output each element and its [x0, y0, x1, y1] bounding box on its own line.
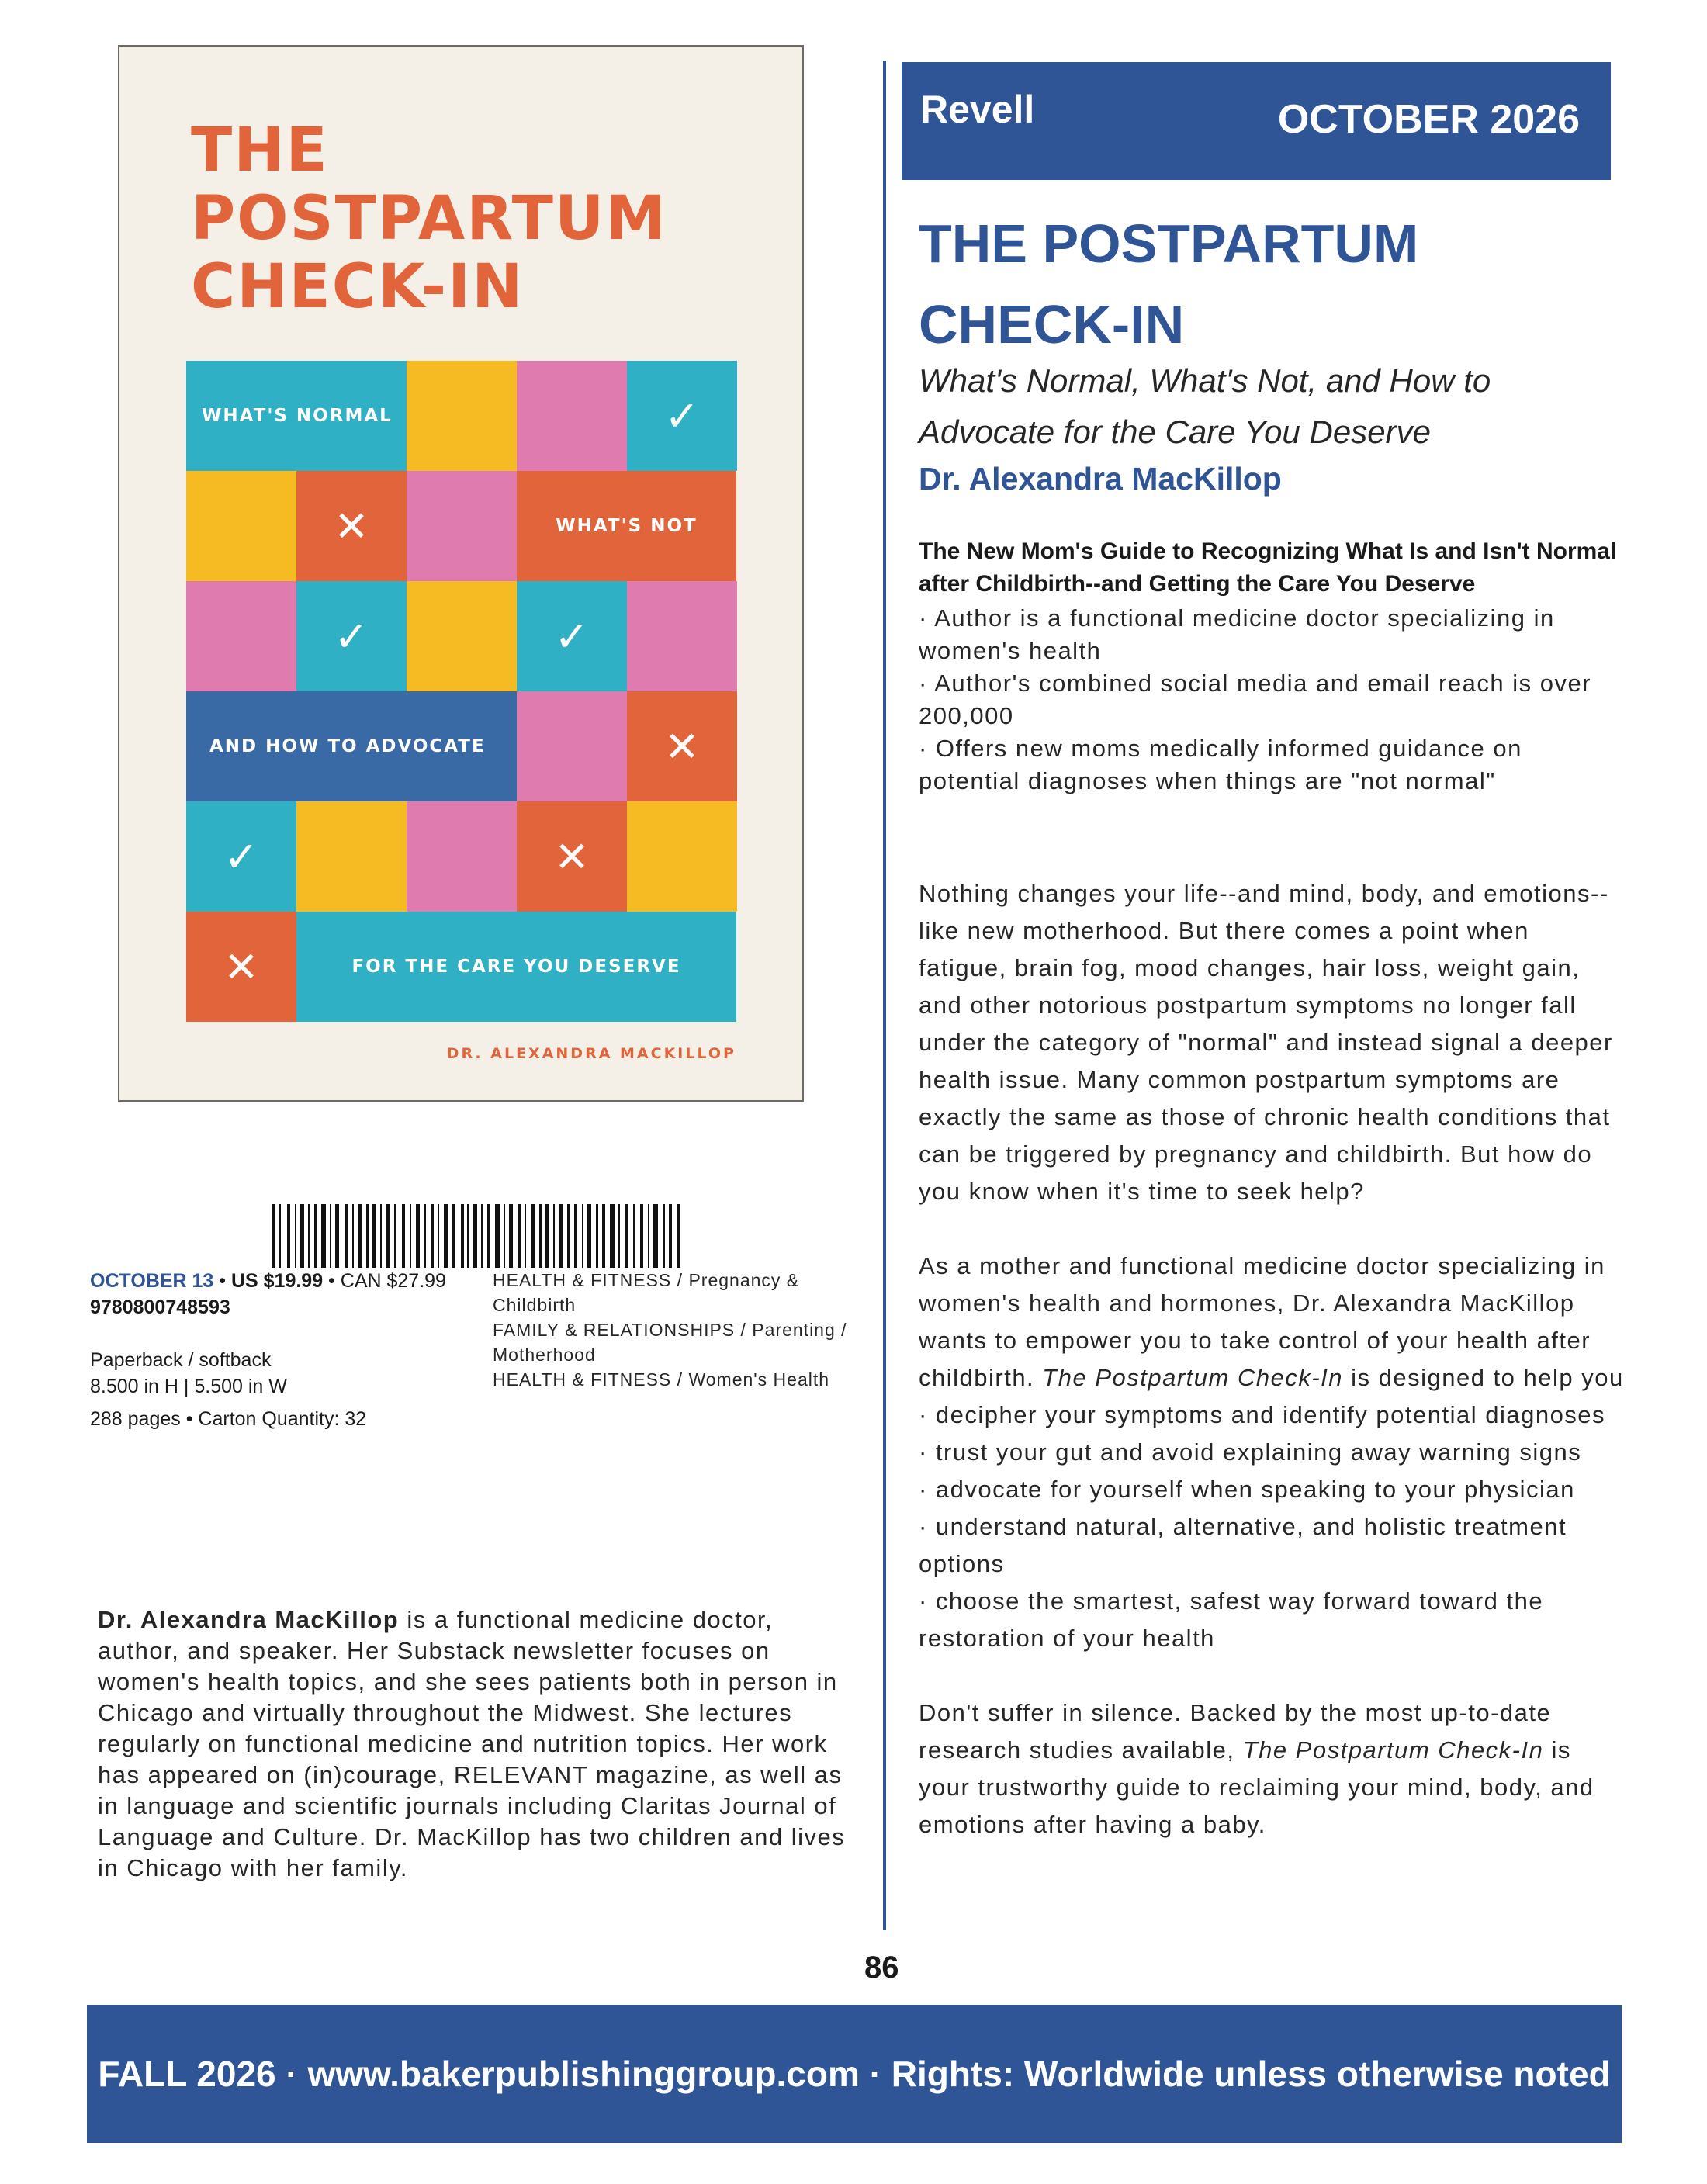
- cross-icon: ✕: [554, 832, 590, 881]
- cross-icon: ✕: [664, 722, 700, 771]
- cross-icon: ✕: [223, 942, 259, 992]
- category-item: HEALTH & FITNESS / Women's Health: [493, 1369, 830, 1390]
- cover-author: DR. ALEXANDRA MACKILLOP: [446, 1045, 736, 1062]
- description-list-item: · understand natural, alternative, and holistic treatment options: [919, 1513, 1567, 1577]
- cover-cell: [296, 801, 407, 912]
- cross-icon: ✕: [334, 501, 369, 551]
- cover-grid: [186, 361, 736, 1022]
- product-metadata: [90, 1268, 493, 1432]
- cover-title-line-2: POSTPARTUM: [191, 184, 667, 254]
- description-list-item: · choose the smartest, safest way forward toward the restoration of your health: [919, 1587, 1544, 1652]
- bio-author-name: Dr. Alexandra MacKillop: [98, 1606, 400, 1633]
- selling-point: · Author's combined social media and email reach is over 200,000: [919, 670, 1592, 729]
- cover-cell: [407, 471, 517, 581]
- page-count: 288 pages • Carton Quantity: 32: [90, 1408, 367, 1430]
- cover-cell: [407, 361, 517, 471]
- cover-cell: [186, 471, 296, 581]
- us-price: US $19.99: [230, 1270, 324, 1292]
- book-title: THE POSTPARTUM CHECK-IN: [919, 213, 1419, 355]
- cover-cell: [517, 361, 627, 471]
- description-paragraph-2: [919, 1248, 1625, 1397]
- description-text: As a mother and functional medicine doctor specializing in women's health and hormones, Dr. Alexandra MacKillop wants to empower you to take control of your health after childbirth.: [919, 1252, 1605, 1391]
- category-item: FAMILY & RELATIONSHIPS / Parenting / Motherhood: [493, 1320, 847, 1365]
- category-item: HEALTH & FITNESS / Pregnancy & Childbirth: [493, 1270, 800, 1315]
- selling-points-list: [919, 602, 1617, 798]
- cover-band-label: WHAT'S NOT: [556, 516, 698, 536]
- description-list-item: · decipher your symptoms and identify potential diagnoses: [919, 1401, 1606, 1428]
- description-paragraph-1: Nothing changes your life--and mind, body, and emotions--like new motherhood. But there comes a point when fatigue, brain fog, mood changes, hair loss, weight gain, and other notorious postpartum symptoms no longer fall under the category of "normal" and instead signal a deeper health issue. Many common postpartum symptoms are exactly the same as those of chronic health conditions that can be triggered by pregnancy and childbirth. But how do you know when it's time to seek help?: [919, 880, 1613, 1205]
- isbn: 9780800748593: [90, 1296, 230, 1318]
- separator: •: [323, 1270, 341, 1292]
- selling-point: · Offers new moms medically informed guidance on potential diagnoses when things are "not normal": [919, 735, 1522, 794]
- description-text: is designed to help you: [1343, 1364, 1624, 1391]
- pub-date: OCTOBER 13: [90, 1270, 214, 1292]
- checkmark-icon: ✓: [664, 391, 700, 441]
- book-description: [919, 875, 1625, 1843]
- cover-cell: [186, 581, 296, 691]
- cover-band-whats-normal: [186, 361, 407, 471]
- cover-band-for-the-care: [296, 912, 736, 1022]
- selling-tagline: The New Mom's Guide to Recognizing What Is and Isn't Normal after Childbirth--and Getting the Care You Deserve: [919, 538, 1617, 597]
- checkmark-icon: ✓: [223, 832, 259, 881]
- description-list-item: · advocate for yourself when speaking to your physician: [919, 1476, 1575, 1503]
- column-divider: [883, 61, 886, 1930]
- book-cover-image: [118, 45, 804, 1102]
- cover-band-label: AND HOW TO ADVOCATE: [209, 736, 486, 756]
- checkmark-icon: ✓: [334, 611, 369, 661]
- cover-band-label: FOR THE CARE YOU DESERVE: [351, 957, 681, 977]
- selling-point: · Author is a functional medicine doctor specializing in women's health: [919, 604, 1555, 664]
- description-book-title: The Postpartum Check-In: [1242, 1736, 1544, 1763]
- book-author: Dr. Alexandra MacKillop: [919, 461, 1282, 497]
- cover-cell: [627, 581, 737, 691]
- description-text: Don't suffer in silence. Backed by the most up-to-date research studies available,: [919, 1699, 1552, 1763]
- footer-bar: [87, 2005, 1622, 2143]
- author-bio: [98, 1604, 850, 1884]
- header-bar: [902, 62, 1611, 180]
- release-month: OCTOBER 2026: [1277, 97, 1580, 142]
- page-number: 86: [864, 1950, 899, 1985]
- can-price: CAN $27.99: [340, 1270, 446, 1292]
- imprint-name: Revell: [920, 88, 1035, 131]
- separator: •: [213, 1270, 231, 1292]
- category-list: [493, 1268, 850, 1392]
- cover-cell: [627, 801, 737, 912]
- cover-title: [191, 116, 781, 321]
- checkmark-icon: ✓: [554, 611, 590, 661]
- description-paragraph-3: [919, 1694, 1625, 1843]
- description-text: is your trustworthy guide to reclaiming your mind, body, and emotions after having a baby.: [919, 1736, 1594, 1838]
- cover-band-and-how-to-advocate: [186, 691, 517, 801]
- cover-title-line-1: THE: [191, 116, 329, 185]
- description-list-item: · trust your gut and avoid explaining away warning signs: [919, 1438, 1582, 1466]
- book-dimensions: 8.500 in H | 5.500 in W: [90, 1376, 287, 1397]
- barcode-image: [272, 1204, 683, 1268]
- book-format: Paperback / softback: [90, 1349, 272, 1371]
- description-book-title: The Postpartum Check-In: [1042, 1364, 1343, 1391]
- cover-band-label: WHAT'S NORMAL: [202, 406, 393, 426]
- cover-cell: [407, 581, 517, 691]
- cover-cell: [517, 691, 627, 801]
- book-subtitle: What's Normal, What's Not, and How to Advocate for the Care You Deserve: [919, 362, 1491, 450]
- bio-text: is a functional medicine doctor, author, and speaker. Her Substack newsletter focuses on women's health topics, and she sees patients both in person in Chicago and virtually throughout the Midwest. She lectures regularly on functional medicine and nutrition topics. Her work has appeared on (in)courage, RELEVANT magazine, as well as in language and scientific journals including Claritas Journal of Language and Culture. Dr. MacKillop has two children and lives in Chicago with her family.: [98, 1606, 846, 1881]
- footer-text: FALL 2026 · www.bakerpublishinggroup.com · Rights: Worldwide unless otherwise noted: [98, 2054, 1611, 2094]
- price-line: [90, 1268, 493, 1294]
- cover-band-whats-not: [517, 471, 736, 581]
- cover-title-line-3: CHECK-IN: [191, 252, 525, 322]
- cover-cell: [407, 801, 517, 912]
